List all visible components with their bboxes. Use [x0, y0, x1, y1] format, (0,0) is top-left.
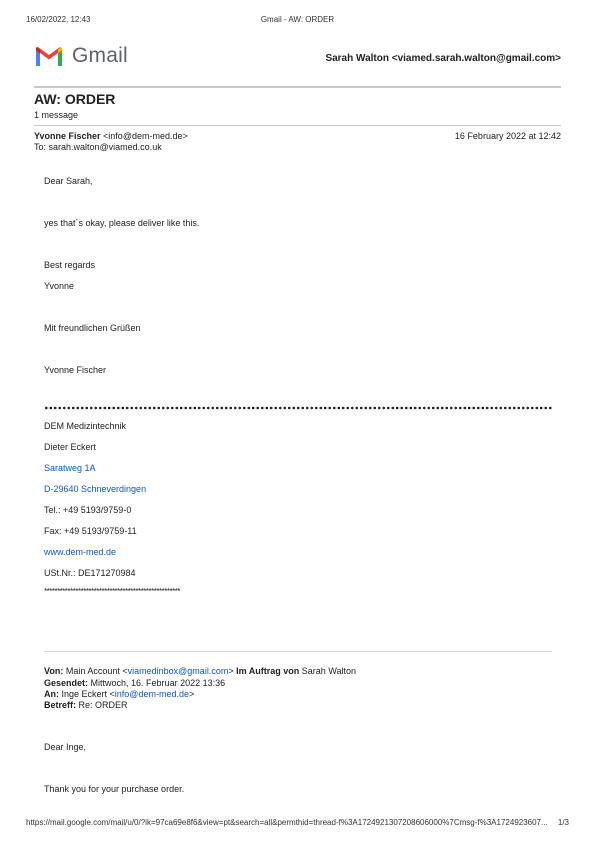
- quoted-from-label: Von:: [44, 666, 64, 676]
- body-line: yes that´s okay, please deliver like this.: [44, 218, 200, 228]
- sender-line: [34, 131, 188, 141]
- recipient-line: To: sarah.walton@viamed.co.uk: [34, 142, 162, 152]
- body-german-regards: Mit freundlichen Grüßen: [44, 323, 141, 333]
- quoted-to-email-link[interactable]: info@dem-med.de: [114, 689, 189, 699]
- quoted-subject-line: [44, 700, 128, 710]
- body-full-name: Yvonne Fischer: [44, 365, 107, 375]
- quoted-greeting: Dear Inge,: [44, 742, 87, 752]
- header-divider: [34, 86, 561, 88]
- quoted-from-line: [44, 666, 356, 676]
- body-regards: Best regards: [44, 260, 96, 270]
- body-name: Yvonne: [44, 281, 75, 291]
- signature-person: Dieter Eckert: [44, 442, 97, 452]
- quoted-behalf-name: Sarah Walton: [301, 666, 356, 676]
- quoted-subject-label: Betreff:: [44, 700, 77, 710]
- print-page-number: 1/3: [557, 818, 569, 827]
- print-page-title: Gmail - AW: ORDER: [260, 15, 335, 24]
- signature-fax: Fax: +49 5193/9759-11: [44, 526, 137, 536]
- signature-city-link[interactable]: D-29640 Schneverdingen: [44, 484, 147, 494]
- quoted-sent-value: Mittwoch, 16. Februar 2022 13:36: [90, 678, 226, 688]
- sender-email: <info@dem-med.de>: [103, 131, 188, 141]
- print-url: https://mail.google.com/mail/u/0/?ik=97ca69e8f6&view=pt&search=all&permthid=thread-f%3A1724921307208606000%7Cmsg-f%3A1724923607...: [26, 818, 548, 827]
- signature-street-link[interactable]: Saratweg 1A: [44, 463, 96, 473]
- signature-ust: USt.Nr.: DE171270984: [44, 568, 136, 578]
- quote-divider: [44, 651, 552, 652]
- print-datetime: 16/02/2022, 12:43: [26, 15, 91, 24]
- quoted-from-name: Main Account <: [65, 666, 128, 676]
- sender-name: Yvonne Fischer: [34, 131, 101, 141]
- quoted-sent-label: Gesendet:: [44, 678, 89, 688]
- quoted-behalf-label: Im Auftrag von: [236, 666, 300, 676]
- account-label: Sarah Walton <viamed.sarah.walton@gmail.com>: [325, 53, 561, 64]
- signature-tel: Tel.: +49 5193/9759-0: [44, 505, 132, 515]
- quoted-from-email-link[interactable]: viamedinbox@gmail.com: [127, 666, 229, 676]
- gmail-logo-icon: [34, 44, 64, 68]
- quoted-to-close: >: [188, 689, 195, 699]
- signature-web-link[interactable]: www.dem-med.de: [44, 547, 117, 557]
- quoted-from-close: >: [228, 666, 234, 676]
- message-date: 16 February 2022 at 12:42: [454, 131, 561, 141]
- quoted-body-line: Thank you for your purchase order.: [44, 784, 185, 794]
- quoted-to-name: Inge Eckert <: [61, 689, 115, 699]
- quoted-sent-line: [44, 678, 225, 688]
- gmail-wordmark: Gmail: [72, 44, 128, 67]
- quoted-subject-value: Re: ORDER: [78, 700, 128, 710]
- thread-subject: AW: ORDER: [34, 91, 116, 107]
- signature-company: DEM Medizintechnik: [44, 421, 127, 431]
- body-greeting: Dear Sarah,: [44, 176, 93, 186]
- signature-stars: ****************************************************: [44, 587, 180, 596]
- quoted-to-label: An:: [44, 689, 59, 699]
- subject-divider: [34, 125, 561, 126]
- quoted-to-line: [44, 689, 194, 699]
- message-count: 1 message: [34, 110, 79, 120]
- dotted-separator: [44, 406, 552, 410]
